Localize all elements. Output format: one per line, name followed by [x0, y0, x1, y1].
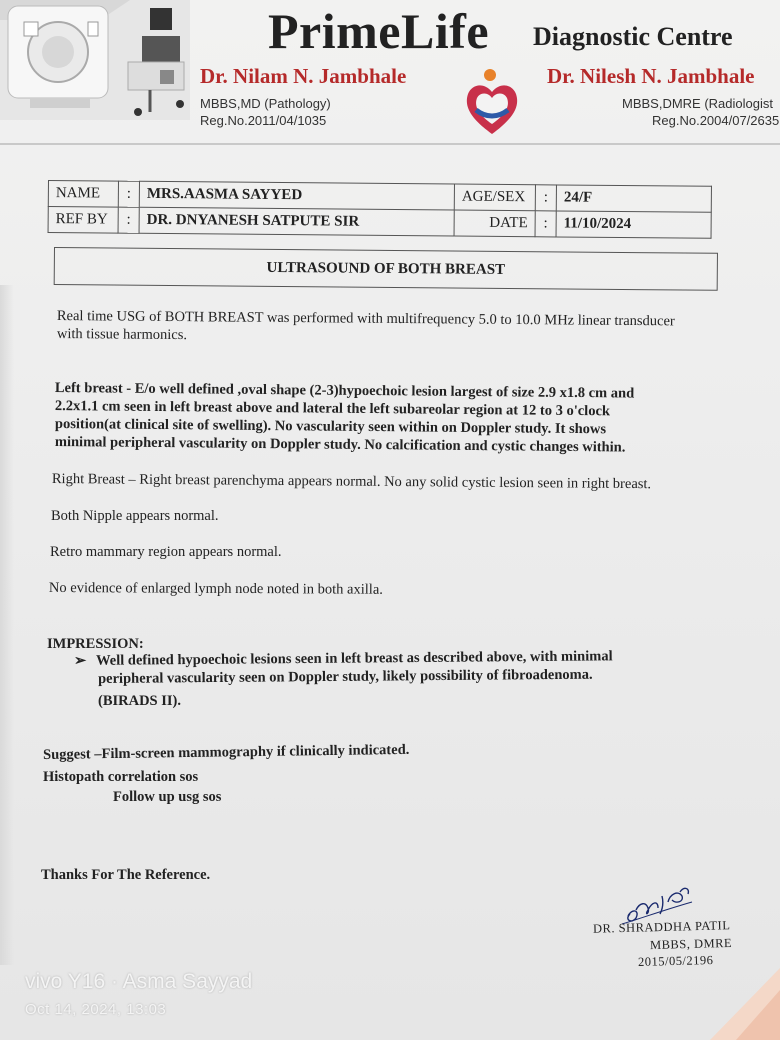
- signatory-reg: 2015/05/2196: [637, 953, 714, 969]
- agesex-label: AGE/SEX: [454, 184, 535, 211]
- brand-name: PrimeLife: [268, 3, 490, 59]
- refby-label: REF BY: [48, 207, 118, 234]
- colon: :: [535, 211, 556, 237]
- left-breast-line: 2.2x1.1 cm seen in left breast above and lateral the left subareolar region at 12 to 3 o'clock: [54, 397, 611, 420]
- colon: :: [535, 185, 556, 211]
- left-breast-line: minimal peripheral vascularity on Doppler study. No calcification and cystic changes within.: [54, 433, 626, 456]
- impression-line: (BIRADS II).: [98, 693, 181, 709]
- arrow-bullet-icon: ➢: [74, 652, 87, 669]
- pathologist-reg: Reg.No.2011/04/1035: [200, 113, 327, 128]
- intro-line: with tissue harmonics.: [56, 325, 188, 344]
- intro-line: Real time USG of BOTH BREAST was performed with multifrequency 5.0 to 10.0 MHz linear transducer: [56, 307, 675, 330]
- radiologist-reg: Reg.No.2004/07/2635: [652, 113, 780, 128]
- suggestion-line: Histopath correlation sos: [43, 769, 199, 785]
- name-label: NAME: [48, 181, 118, 208]
- left-breast-line: position(at clinical site of swelling). No vascularity seen within on Doppler study. It shows: [54, 415, 607, 438]
- suggestion-line: Suggest –Film-screen mammography if clinically indicated.: [43, 741, 410, 763]
- impression-line: peripheral vascularity seen on Doppler study, likely possibility of fibroadenoma.: [98, 666, 593, 687]
- suggestion-line: Follow up usg sos: [113, 789, 222, 805]
- colon: :: [118, 181, 139, 207]
- signatory-name: DR. SHRADDHA PATIL: [592, 918, 731, 936]
- corner-decoration: [700, 960, 780, 1040]
- radiologist-degree: MBBS,DMRE (Radiologist: [622, 96, 773, 111]
- camera-watermark-device: vivo Y16 · Asma Sayyad: [25, 970, 253, 993]
- left-breast-line: Left breast - E/o well defined ,oval shape (2-3)hypoechoic lesion largest of size 2.9 x1.8 cm and: [54, 379, 635, 402]
- thanks-note: Thanks For The Reference.: [41, 867, 211, 883]
- nipple-finding: Both Nipple appears normal.: [51, 508, 219, 524]
- pathologist-name: Dr. Nilam N. Jambhale: [200, 64, 407, 88]
- pathologist-degree: MBBS,MD (Pathology): [200, 96, 331, 111]
- camera-watermark-datetime: Oct 14, 2024, 13:03: [25, 1001, 167, 1018]
- right-breast-finding: Right Breast – Right breast parenchyma appears normal. No any solid cystic lesion seen in right breast.: [51, 470, 652, 493]
- date-label: DATE: [454, 210, 535, 237]
- report-title: ULTRASOUND OF BOTH BREAST: [266, 259, 506, 278]
- patient-name: MRS.AASMA SAYYED: [139, 181, 454, 210]
- impression-heading: IMPRESSION:: [47, 636, 144, 652]
- report-date: 11/10/2024: [556, 211, 711, 238]
- referring-doctor: DR. DNYANESH SATPUTE SIR: [139, 207, 454, 236]
- patient-agesex: 24/F: [556, 185, 711, 212]
- colon: :: [118, 207, 139, 233]
- lymph-node-finding: No evidence of enlarged lymph node noted in both axilla.: [48, 580, 383, 598]
- brand-subtitle: Diagnostic Centre: [533, 22, 733, 51]
- radiologist-name: Dr. Nilesh N. Jambhale: [547, 64, 755, 88]
- impression-line: Well defined hypoechoic lesions seen in left breast as described above, with minimal: [96, 648, 613, 669]
- retro-mammary-finding: Retro mammary region appears normal.: [50, 544, 282, 560]
- signatory-degree: MBBS, DMRE: [649, 935, 733, 953]
